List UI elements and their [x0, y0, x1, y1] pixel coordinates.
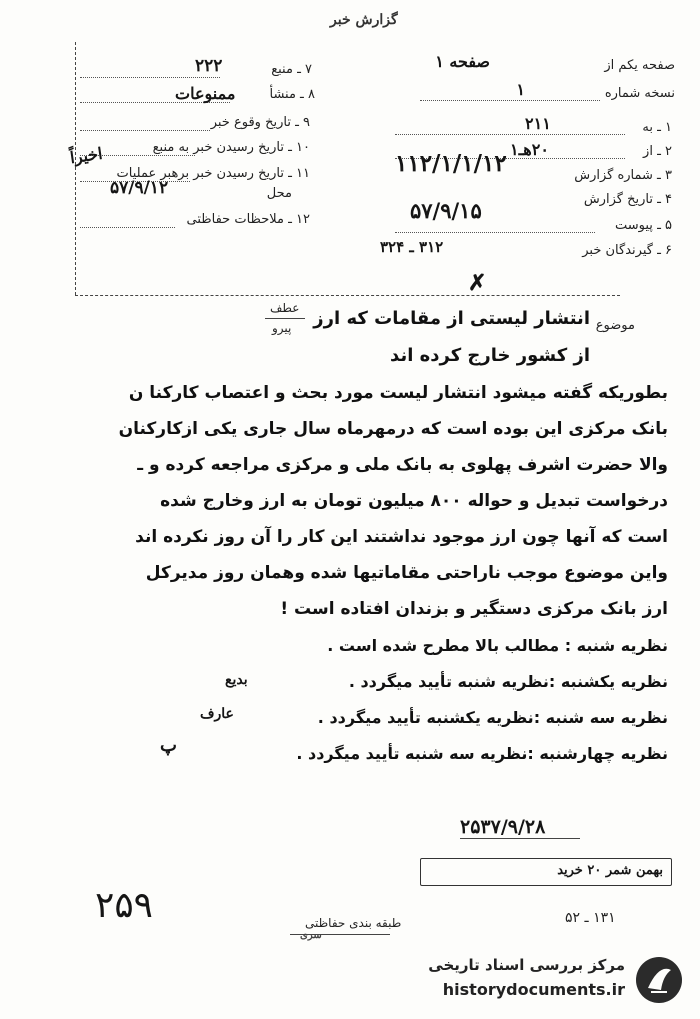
footer-date: ۲۵۳۷/۹/۲۸ [460, 816, 546, 838]
field-dots [80, 130, 210, 131]
page-value: صفحه ۱ [435, 52, 490, 71]
field-received-source-label: ۱۰ ـ تاریخ رسیدن خبر به منبع [152, 140, 310, 155]
field-from-label: ۲ ـ از [643, 144, 672, 159]
field-report-date-value: ۵۷/۹/۱۵ [410, 198, 482, 223]
opinion-tuesday: نظریه سه شنبه :نظریه یکشنبه تأیید میگردد . [317, 708, 668, 727]
field-occurrence-label: ۹ ـ تاریخ وقوع خبر [210, 115, 310, 130]
field-source-value: ۲۲۲ [195, 56, 223, 76]
x-mark: ✗ [468, 270, 487, 296]
opinion-wednesday-signature: پ [160, 735, 177, 756]
field-dots [80, 227, 175, 228]
classification-underline [290, 934, 390, 935]
field-security-notes-label: ۱۲ ـ ملاحظات حفاظتی [186, 212, 310, 227]
atf-label: عطف [270, 301, 300, 315]
watermark [410, 950, 690, 1010]
opinion-sunday-signature: بدیع [225, 672, 248, 688]
field-source-label: ۷ ـ منبع [271, 62, 312, 77]
field-origin-value: ممنوعات [175, 84, 236, 103]
field-dots [80, 77, 220, 78]
separator-line [75, 295, 620, 296]
opinion-tuesday-signature: عارف [200, 706, 234, 722]
field-report-date-label: ۴ ـ تاریخ گزارش [583, 192, 672, 207]
field-attachment-label: ۵ ـ پیوست [615, 218, 672, 233]
atf-divider [265, 318, 305, 319]
field-dots [395, 232, 595, 233]
field-to-label: ۱ ـ به [642, 120, 672, 135]
form-title: گزارش خبر [330, 12, 398, 28]
copy-label: نسخه شماره [604, 86, 675, 101]
subject-line-1: انتشار لیستی از مقامات که ارز [313, 308, 590, 329]
watermark-logo-icon [633, 954, 685, 1006]
left-border-line [75, 42, 76, 295]
classification-label: طبقه بندی حفاظتی [305, 916, 402, 930]
copy-dots [420, 100, 600, 101]
opinion-wednesday: نظریه چهارشنبه :نظریه سه شنبه تأیید میگردد . [296, 744, 668, 763]
body-line: والا حضرت اشرف پهلوی به بانک ملی و مرکزی مراجعه کرده و ـ [137, 455, 668, 475]
field-from-value: ۲۰هـ۱ [510, 140, 549, 159]
field-location-label: محل [266, 186, 292, 201]
field-to-value: ۲۱۱ [525, 114, 551, 133]
field-received-leader-value: اخیراً [68, 143, 104, 168]
body-line: ارز بانک مرکزی دستگیر و بزندان افتاده است ! [280, 599, 668, 619]
field-location-value: ۵۷/۹/۱۲ [110, 178, 169, 198]
body-line: بطوریکه گفته میشود انتشار لیست مورد بحث و اعتصاب کارکنا ن [128, 383, 668, 403]
body-line: بانک مرکزی این بوده است که درمهرماه سال جاری یکی ازکارکنان [118, 419, 668, 439]
field-report-number-label: ۳ ـ شماره گزارش [574, 168, 672, 183]
watermark-title: مرکز بررسی اسناد تاریخی [428, 956, 625, 974]
field-origin-label: ۸ ـ منشأ [269, 87, 315, 102]
opinion-saturday: نظریه شنبه : مطالب بالا مطرح شده است . [327, 636, 668, 655]
subject-line-2: از کشور خارج کرده اند [390, 345, 590, 366]
body-line: درخواست تبدیل و حواله ۸۰۰ میلیون تومان به ارز وخارج شده [160, 491, 668, 511]
field-report-number-value: ۱۱۲/۱/۱/۱۲ [395, 150, 507, 177]
stamp-box-text: بهمن شمر ۲۰ خرید [557, 863, 663, 878]
page-label: صفحه یکم از [604, 58, 675, 73]
field-recipients-label: ۶ ـ گیرندگان خبر [582, 243, 672, 258]
peyro-label: پیرو [272, 321, 292, 335]
stamp-box [420, 858, 672, 886]
watermark-url: historydocuments.ir [442, 980, 625, 999]
classification-stamp: سری [300, 930, 322, 941]
form-code: ۱۳۱ ـ ۵۲ [565, 910, 616, 926]
footer-date-underline [460, 838, 580, 839]
body-line: است که آنها چون ارز موجود نداشتند این کار را آن روز نکرده اند [135, 527, 668, 547]
copy-value: ۱ [516, 80, 525, 99]
field-recipients-value: ۳۱۲ ـ ۳۲۴ [380, 238, 444, 256]
subject-label: موضوع [595, 318, 635, 333]
field-received-leader-label: ۱۱ ـ تاریخ رسیدن خبر برهبر عملیات [116, 166, 310, 181]
opinion-sunday: نظریه یکشنبه :نظریه شنبه تأیید میگردد . [348, 672, 668, 691]
body-line: واین موضوع موجب ناراحتی مقاماتیها شده وهمان روز مدیرکل [145, 563, 668, 583]
field-dots [395, 134, 625, 135]
page-number: ۲۵۹ [95, 885, 154, 926]
